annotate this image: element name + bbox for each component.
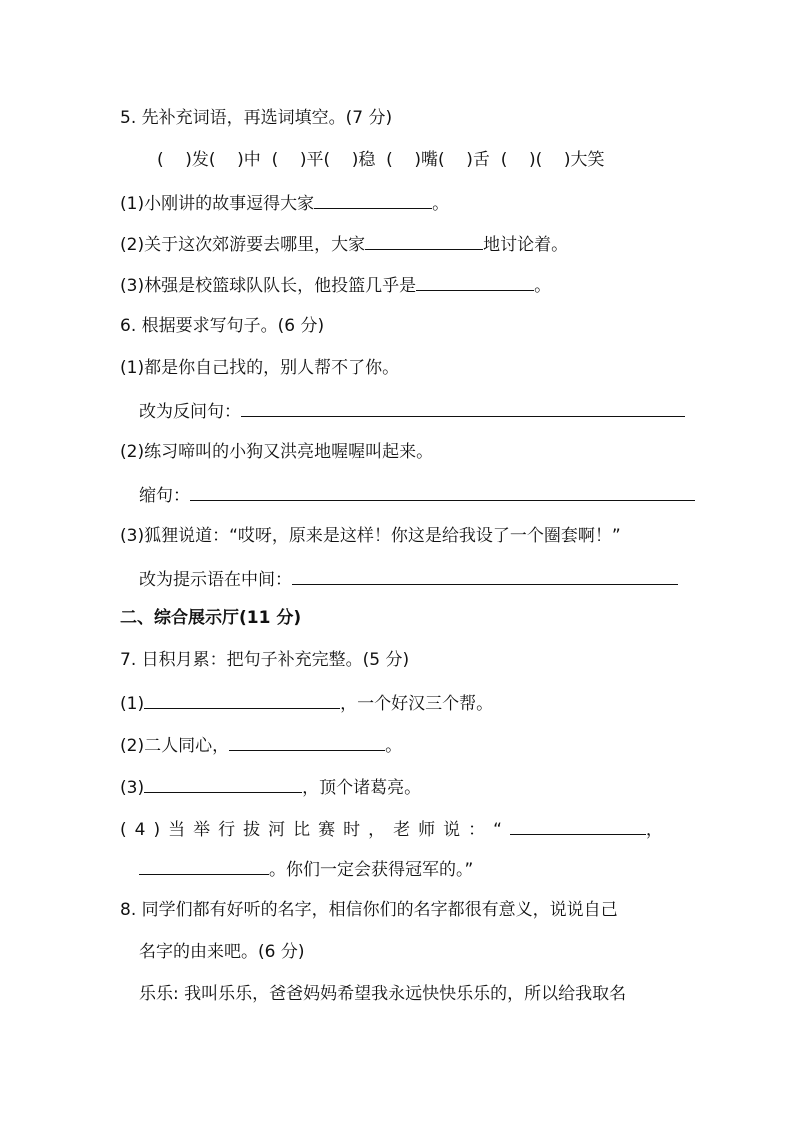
q7-sentence-4-cont: 。你们一定会获得冠军的。” [139, 856, 473, 882]
q5-sentence-2: (2)关于这次郊游要去哪里，大家 地讨论着。 [120, 231, 568, 257]
q5-sentence-1: (1)小刚讲的故事逗得大家 。 [120, 190, 449, 216]
answer-line[interactable] [292, 566, 678, 585]
answer-blank[interactable] [229, 732, 385, 751]
q6-task-1: 改为反问句： [139, 398, 685, 424]
q6-title: 6. 根据要求写句子。(6 分) [120, 316, 325, 336]
section-2-heading: 二、综合展示厅(11 分) [120, 608, 302, 628]
answer-blank[interactable] [510, 816, 646, 835]
q5-word-fill: ( )发( )中 ( )平( )稳 ( )嘴( )舌 ( )( )大笑 [157, 150, 605, 170]
q6-sentence-3: (3)狐狸说道：“哎呀，原来是这样！你这是给我设了一个圈套啊！” [120, 526, 621, 546]
answer-blank[interactable] [144, 774, 302, 793]
q7-sentence-1: (1) ，一个好汉三个帮。 [120, 690, 493, 716]
answer-line[interactable] [241, 398, 685, 417]
q7-sentence-2: (2)二人同心， 。 [120, 732, 402, 758]
q6-sentence-2: (2)练习啼叫的小狗又洪亮地喔喔叫起来。 [120, 442, 434, 462]
answer-blank[interactable] [139, 856, 269, 875]
q8-title-cont: 名字的由来吧。(6 分) [139, 942, 305, 962]
q7-sentence-3: (3) ，顶个诸葛亮。 [120, 774, 421, 800]
q8-example: 乐乐: 我叫乐乐，爸爸妈妈希望我永远快快乐乐的，所以给我取名 [139, 984, 627, 1004]
q7-sentence-4: (4)当举行拔河比赛时，老师说：“ ， [120, 816, 663, 842]
q6-sentence-1: (1)都是你自己找的，别人帮不了你。 [120, 358, 400, 378]
answer-blank[interactable] [144, 690, 340, 709]
answer-line[interactable] [190, 482, 695, 501]
q6-task-2: 缩句： [139, 482, 695, 508]
q7-title: 7. 日积月累：把句子补充完整。(5 分) [120, 650, 410, 670]
q5-title: 5. 先补充词语，再选词填空。(7 分) [120, 108, 393, 128]
answer-blank[interactable] [365, 231, 483, 250]
answer-blank[interactable] [416, 272, 534, 291]
answer-blank[interactable] [314, 190, 432, 209]
q6-task-3: 改为提示语在中间： [139, 566, 678, 592]
q8-title: 8. 同学们都有好听的名字，相信你们的名字都很有意义，说说自己 [120, 900, 618, 920]
q5-sentence-3: (3)林强是校篮球队队长，他投篮几乎是 。 [120, 272, 551, 298]
